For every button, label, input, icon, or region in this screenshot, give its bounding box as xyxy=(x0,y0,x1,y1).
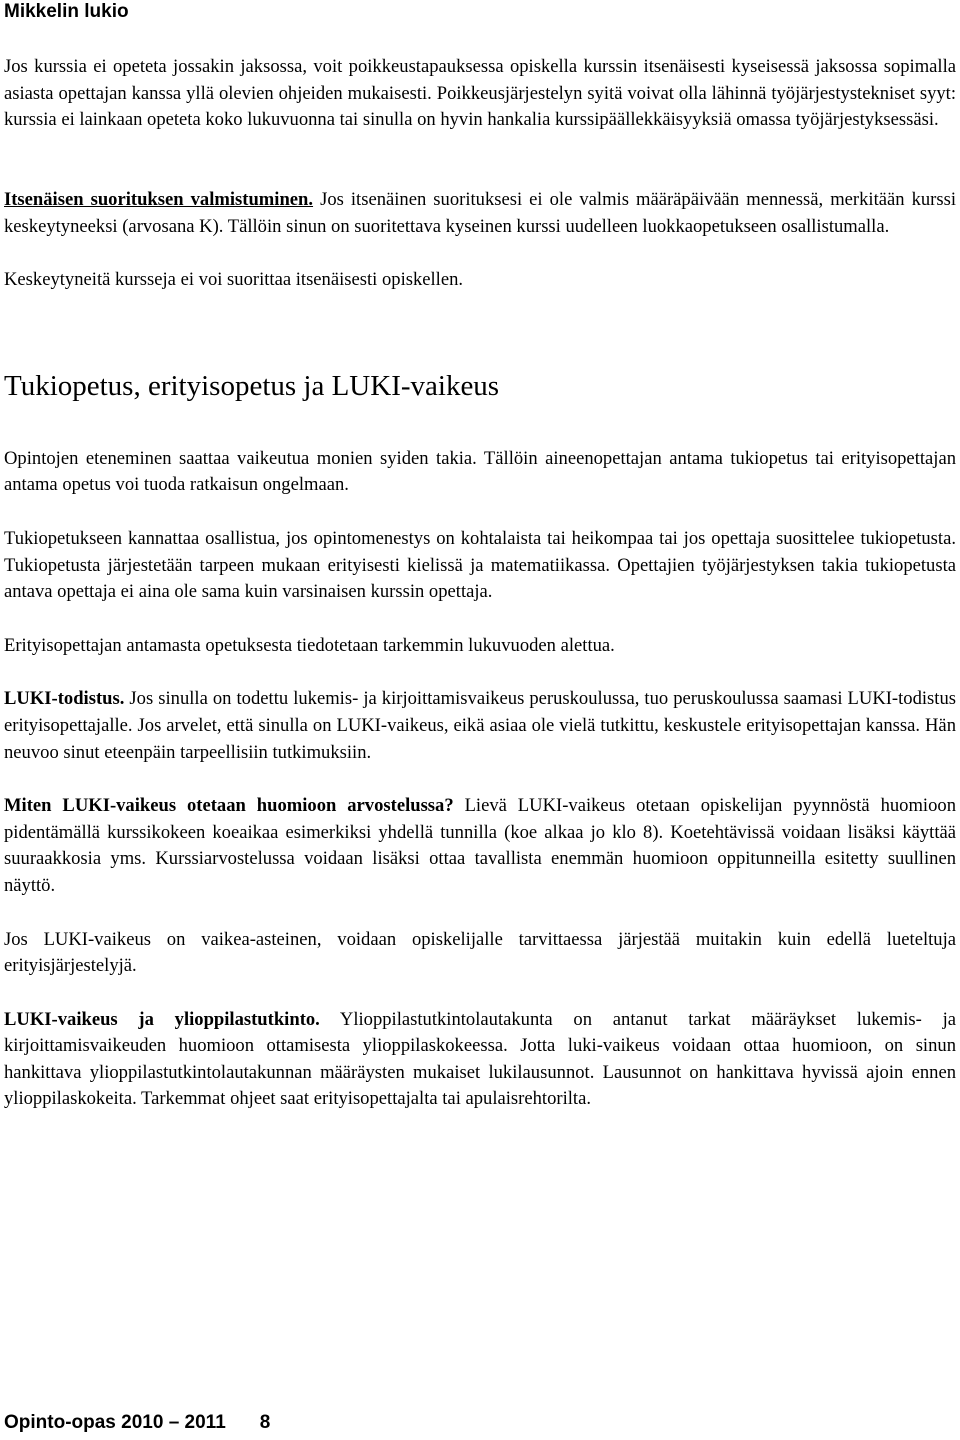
paragraph-completion xyxy=(4,187,956,240)
paragraph-body-luki-assessment: Lievä LUKI-vaikeus otetaan opiskelijan pyynnöstä huomioon pidentämällä kurssikokeen koeaikaa esimerkiksi yhdellä tunnilla (koe alkaa jo klo 8). Koetehtävissä voidaan lisäksi käyttää suuraakkosia yms. Kurssiarvostelussa voidaan lisäksi ottaa tavallista enemmän huomioon oppitunneilla esitetty suullinen näyttö. xyxy=(4,795,956,896)
paragraph-luki-matriculation xyxy=(4,1007,956,1113)
paragraph-body-luki-certificate: Jos sinulla on todettu lukemis- ja kirjoittamisvaikeus peruskoulussa, tuo peruskoulussa saamasi LUKI-todistus erityisopettajalle. Jos arvelet, että sinulla on LUKI-vaikeus, eikä asiaa ole vielä tutkittu, keskustele erityisopettajan kanssa. Hän neuvoo sinut eteenpäin tarpeellisiin tutkimuksiin. xyxy=(4,688,956,763)
paragraph-support-teaching: Tukiopetukseen kannattaa osallistua, jos opintomenestys on kohtalaista tai heikompaa tai jos opettaja suosittelee tukiopetusta. Tukiopetusta järjestetään tarpeen mukaan erityisesti kielissä ja matematiikassa. Opettajien työjärjestyksen takia tukiopetusta antava opettaja ei aina ole sama kuin varsinaisen kurssin opettaja. xyxy=(4,527,956,603)
section-heading-support: Tukiopetus, erityisopetus ja LUKI-vaikeus xyxy=(4,369,500,402)
paragraph-interrupted-courses: Keskeytyneitä kursseja ei voi suorittaa itsenäisesti opiskellen. xyxy=(4,269,464,291)
footer-page-number: 8 xyxy=(259,1412,271,1433)
paragraph-body-completion: Jos itsenäinen suorituksesi ei ole valmis määräpäivään mennessä, merkitään kurssi keskeytyneeksi (arvosana K). Tällöin sinun on suoritettava kyseinen kurssi uudelleen luokkaopetukseen osallistumalla. xyxy=(4,189,957,237)
paragraph-luki-severe: Jos LUKI-vaikeus on vaikea-asteinen, voidaan opiskelijalle tarvittaessa järjestää muitakin kuin edellä lueteltuja erityisjärjestelyjä. xyxy=(4,928,956,977)
document-body xyxy=(4,54,956,1113)
footer-guide-title: Opinto-opas 2010 – 2011 xyxy=(4,1412,226,1433)
paragraph-lead-luki-certificate: LUKI-todistus. xyxy=(4,688,125,710)
paragraph-support-intro: Opintojen eteneminen saattaa vaikeutua monien syiden takia. Tällöin aineenopettajan antama tukiopetus tai erityisopettajan antama opetus voi tuoda ratkaisun ongelmaan. xyxy=(4,447,956,496)
paragraph-special-teaching: Erityisopettajan antamasta opetuksesta tiedotetaan tarkemmin lukuvuoden alettua. xyxy=(4,634,615,656)
paragraph-luki-certificate xyxy=(4,686,956,766)
document-header-title: Mikkelin lukio xyxy=(4,1,129,22)
paragraph-lead-luki-assessment: Miten LUKI-vaikeus otetaan huomioon arvostelussa? xyxy=(4,795,454,817)
paragraph-luki-assessment xyxy=(4,793,956,899)
page-footer xyxy=(4,1411,270,1435)
paragraph-body-luki-matriculation: Ylioppilastutkintolautakunta on antanut tarkat määräykset lukemis- ja kirjoittamisvaikeuden huomioon ottamisesta ylioppilaskokeessa. Jotta luki-vaikeus voidaan ottaa huomioon, on sinun hankittava ylioppilastutkintolautakunnan määräysten mukaiset lukilausunnot. Lausunnot on hankittava hyvissä ajoin ennen ylioppilaskokeita. Tarkemmat ohjeet saat erityisopettajalta tai apulaisrehtorilta. xyxy=(4,1008,956,1110)
paragraph-independent-study: Jos kurssia ei opeteta jossakin jaksossa, voit poikkeustapauksessa opiskella kurssin itsenäisesti kyseisessä jaksossa sopimalla asiasta opettajan kanssa yllä olevien ohjeiden mukaisesti. Poikkeusjärjestelyn syitä voivat olla lähinnä työjärjestystekniset syyt: kurssia ei lainkaan opeteta koko lukuvuonna tai sinulla on hyvin hankalia kurssipäällekkäisyyksiä omassa työjärjestyksessäsi. xyxy=(4,56,956,131)
paragraph-lead-luki-matriculation: LUKI-vaikeus ja ylioppilastutkinto. xyxy=(4,1008,320,1030)
paragraph-lead-completion: Itsenäisen suorituksen valmistuminen. xyxy=(4,189,314,210)
